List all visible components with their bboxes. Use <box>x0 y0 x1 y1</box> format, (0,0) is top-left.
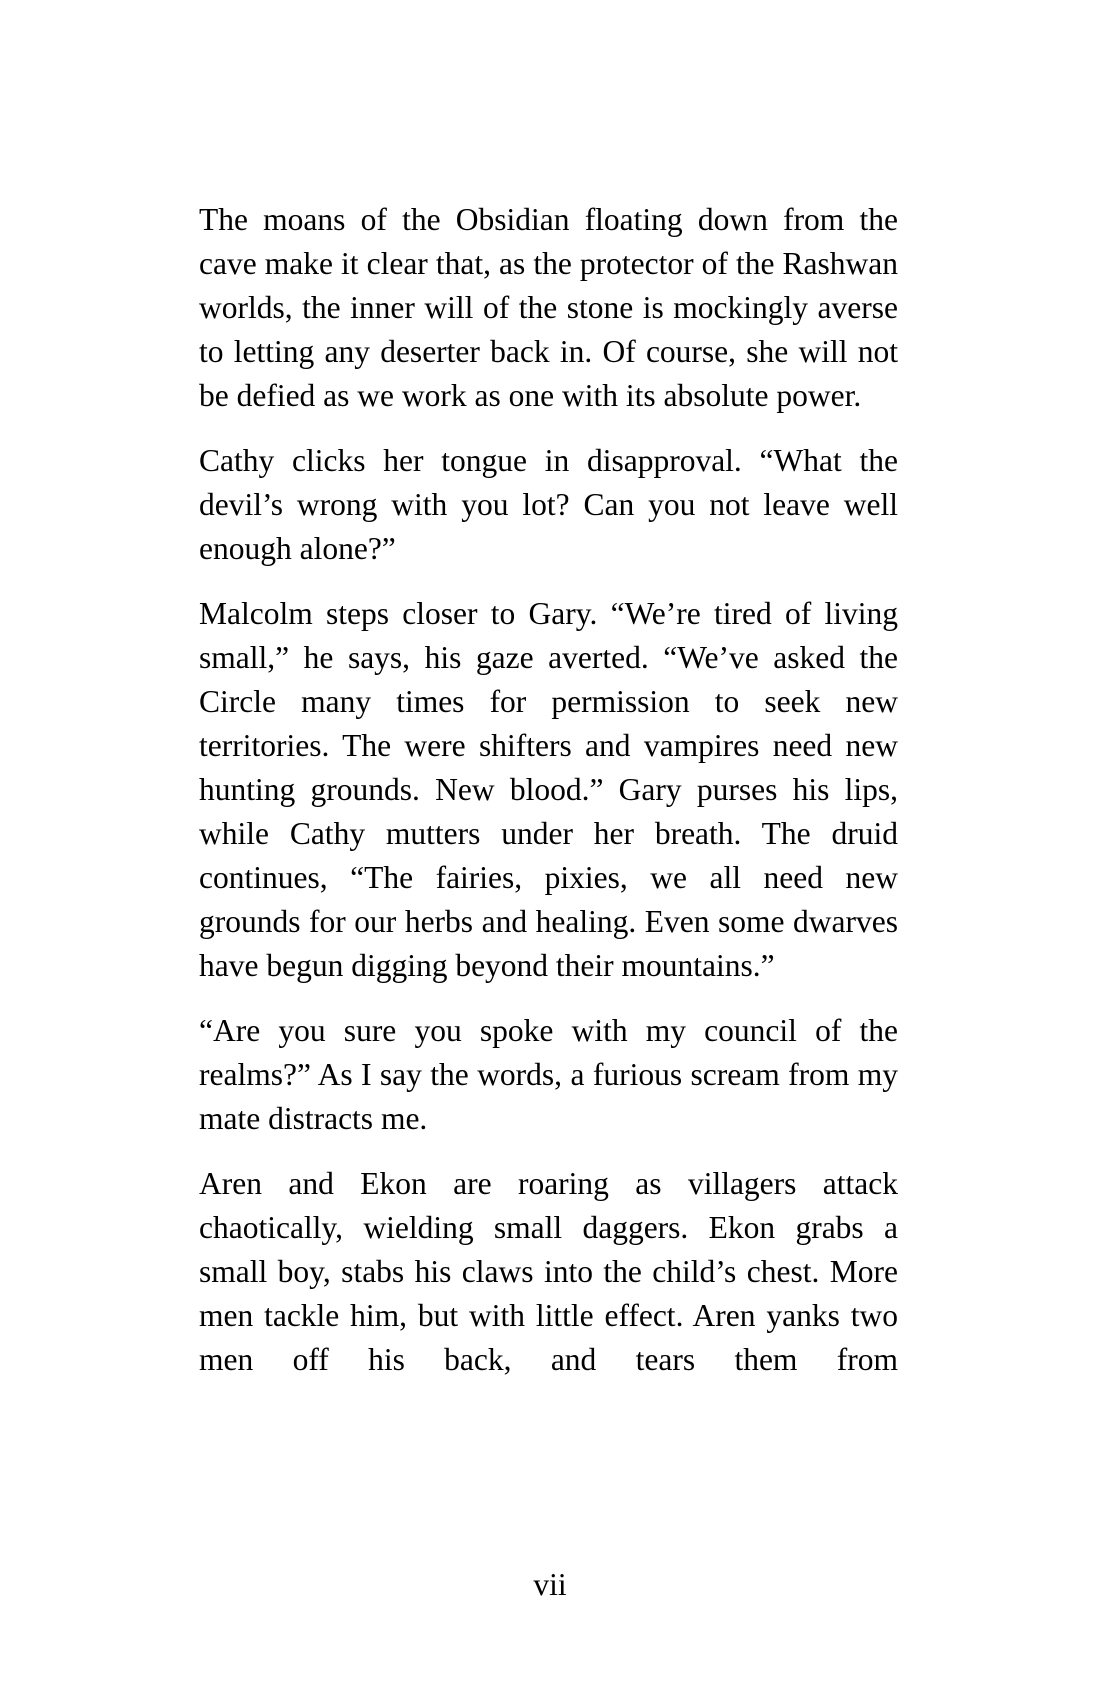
paragraph-continued: Aren and Ekon are roaring as villagers attack chaotically, wielding small daggers. Ekon grabs a small boy, stabs his claws into the child’s chest. More men tackle him, but with little effect. Aren yanks two men off his back, and tears them from <box>199 1166 898 1377</box>
page-number: vii <box>533 1567 567 1602</box>
paragraph: Malcolm steps closer to Gary. “We’re tired of living small,” he says, his gaze averted. “We’ve asked the Circle many times for permission to seek new territories. The were shifters and vampires need new hunting grounds. New blood.” Gary purses his lips, while Cathy mutters under her breath. The druid continues, “The fairies, pixies, we all need new grounds for our herbs and healing. Even some dwarves have begun digging beyond their mountains.” <box>199 596 898 983</box>
paragraph: The moans of the Obsidian floating down from the cave make it clear that, as the protector of the Rashwan worlds, the inner will of the stone is mockingly averse to letting any deserter back in. Of course, she will not be defied as we work as one with its absolute power. <box>199 202 898 413</box>
paragraph: Cathy clicks her tongue in disapproval. “What the devil’s wrong with you lot? Can you not leave well enough alone?” <box>199 443 898 566</box>
paragraph: “Are you sure you spoke with my council of the realms?” As I say the words, a furious scream from my mate distracts me. <box>199 1013 898 1136</box>
page-body <box>199 198 898 1403</box>
